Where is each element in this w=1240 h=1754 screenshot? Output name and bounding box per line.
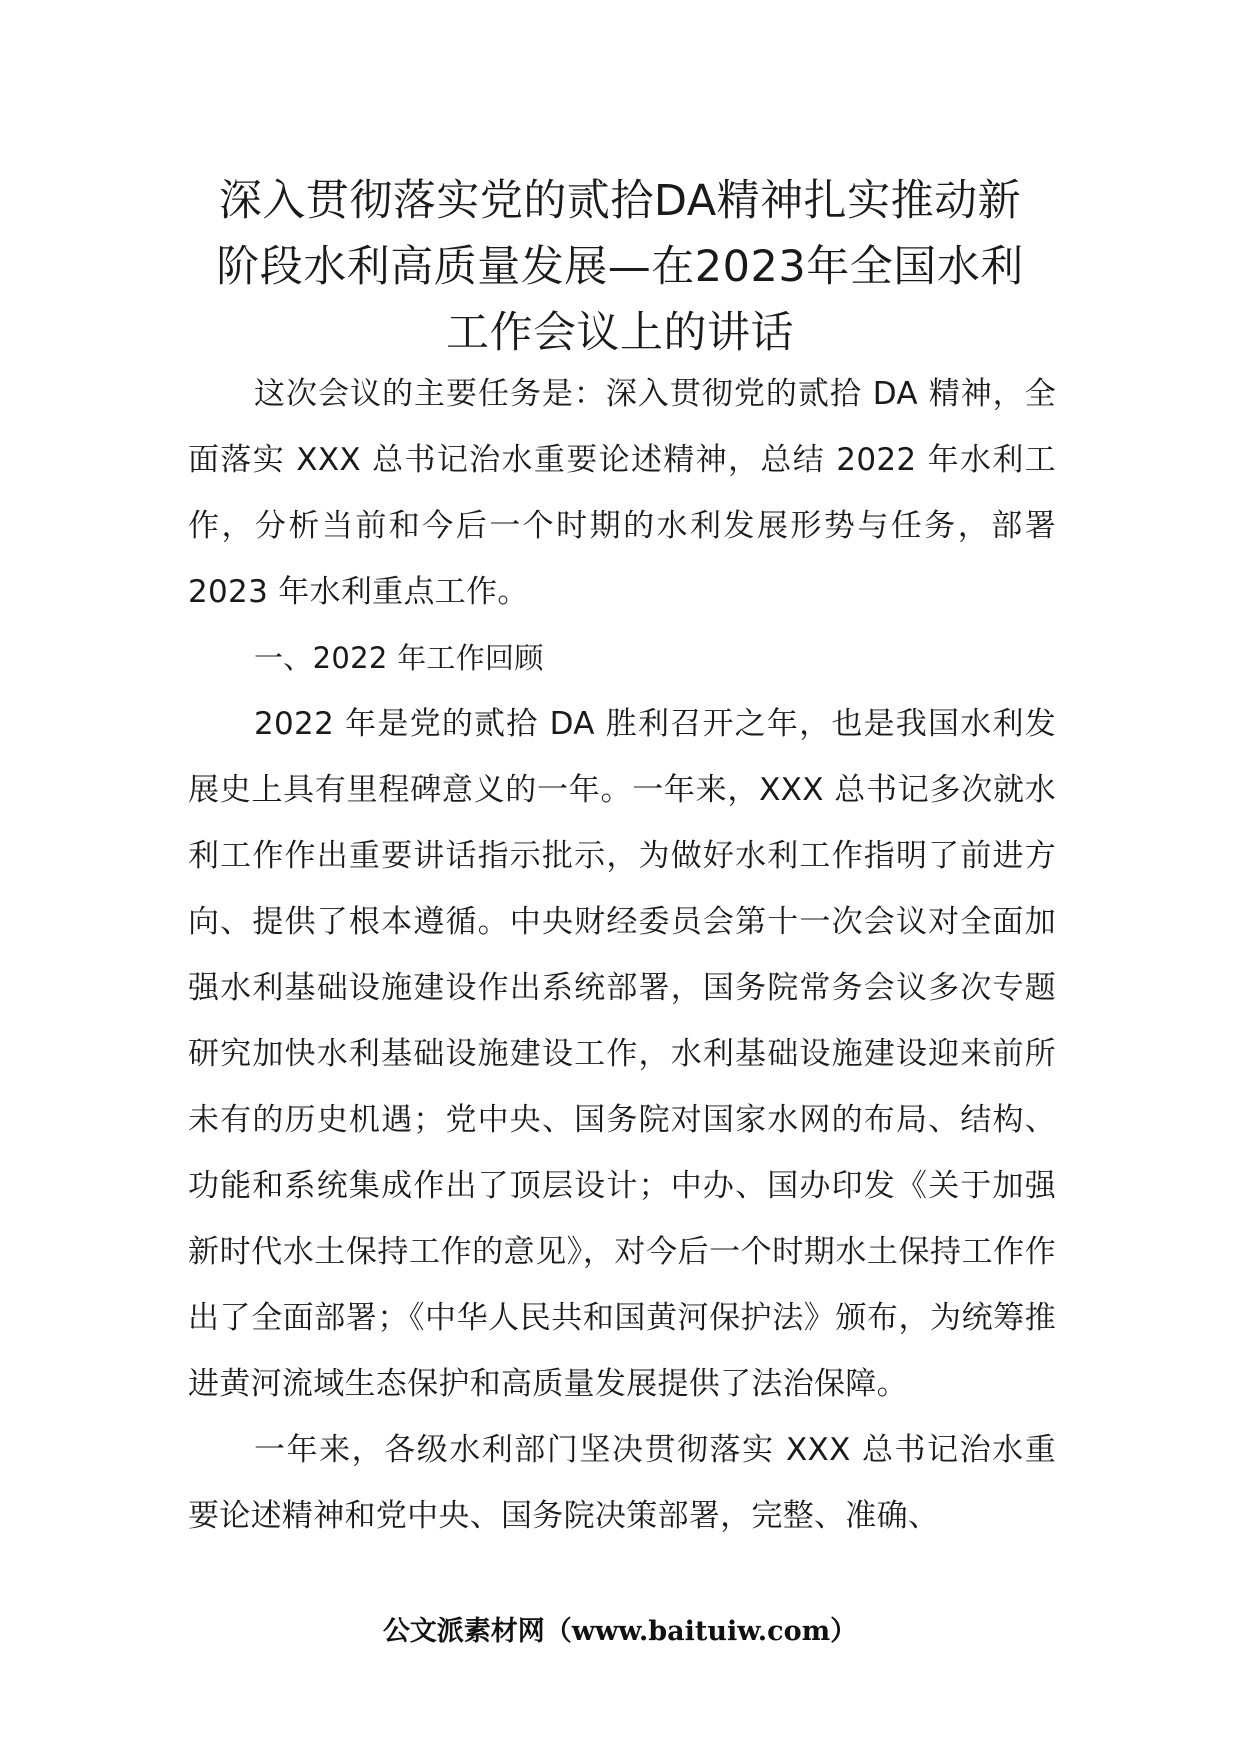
paragraph-review bbox=[188, 691, 1056, 1417]
paragraph-line: 意见》，对今后一个时期水土保持工作作出了全面部署； bbox=[188, 1234, 1057, 1336]
paragraph-progress bbox=[188, 1417, 1056, 1549]
paragraph-line: 院常务会议多次专题研究加快水利基础设施建设工作，水 bbox=[188, 970, 1056, 1072]
footer-watermark: 公文派素材网（www.baituiw.com） bbox=[382, 1616, 858, 1647]
paragraph-intro bbox=[188, 361, 1056, 625]
title-line: 深入贯彻落实党的贰拾DA精神扎实推动新 bbox=[218, 176, 1022, 226]
document-title bbox=[150, 168, 1090, 366]
paragraph-line: 域生态保护和高质量发展提供了法治保障。 bbox=[313, 1366, 908, 1402]
paragraph-line: 一年来，各级水利部门坚决贯彻落实 XXX 总书记治水 bbox=[254, 1432, 1025, 1468]
paragraph-line: 发展史上具有里程碑意义的一年。一年来，XXX 总书记多 bbox=[188, 706, 1056, 808]
paragraph-line: 这次会议的主要任务是：深入贯彻党的贰拾 DA 精神， bbox=[254, 376, 1025, 412]
paragraph-line: 全面落实 XXX 总书记治水重要论述精神，总结 2022 年水 bbox=[188, 376, 1056, 478]
paragraph-line: 利基础设施建设迎来前所未有的历史机遇；党中央、国务 bbox=[188, 1036, 1056, 1138]
paragraph-line: 2022 年是党的贰拾 DA 胜利召开之年，也是我国水利 bbox=[254, 706, 1025, 742]
title-line: 工作会议上的讲话 bbox=[446, 308, 794, 358]
paragraph-line: 设计；中办、国办印发《关于加强新时代水土保持工作的 bbox=[188, 1168, 1056, 1270]
title-line: 阶段水利高质量发展—在2023年全国水利 bbox=[216, 242, 1024, 292]
paragraph-line: 利工作，分析当前和今后一个时期的水利发展形势与任 bbox=[188, 442, 1056, 544]
paragraph-line: 次就水利工作作出重要讲话指示批示，为做好水利工作指 bbox=[188, 772, 1056, 874]
document-body bbox=[188, 361, 1056, 1549]
section-heading: 一、2022 年工作回顾 bbox=[254, 641, 544, 675]
paragraph-line: 明了前进方向、提供了根本遵循。中央财经委员会第十一 bbox=[188, 838, 1056, 940]
paragraph-line: 重要论述精神和党中央、国务院决策部署，完整、准确、 bbox=[188, 1432, 1056, 1534]
paragraph-line: 务，部署 2023 年水利重点工作。 bbox=[188, 508, 1056, 610]
paragraph-line: 《中华人民共和国黄河保护法》颁布，为统筹推进黄河流 bbox=[188, 1300, 1056, 1402]
paragraph-line: 次会议对全面加强水利基础设施建设作出系统部署，国务 bbox=[188, 904, 1056, 1006]
paragraph-line: 院对国家水网的布局、结构、功能和系统集成作出了顶层 bbox=[188, 1102, 1056, 1204]
